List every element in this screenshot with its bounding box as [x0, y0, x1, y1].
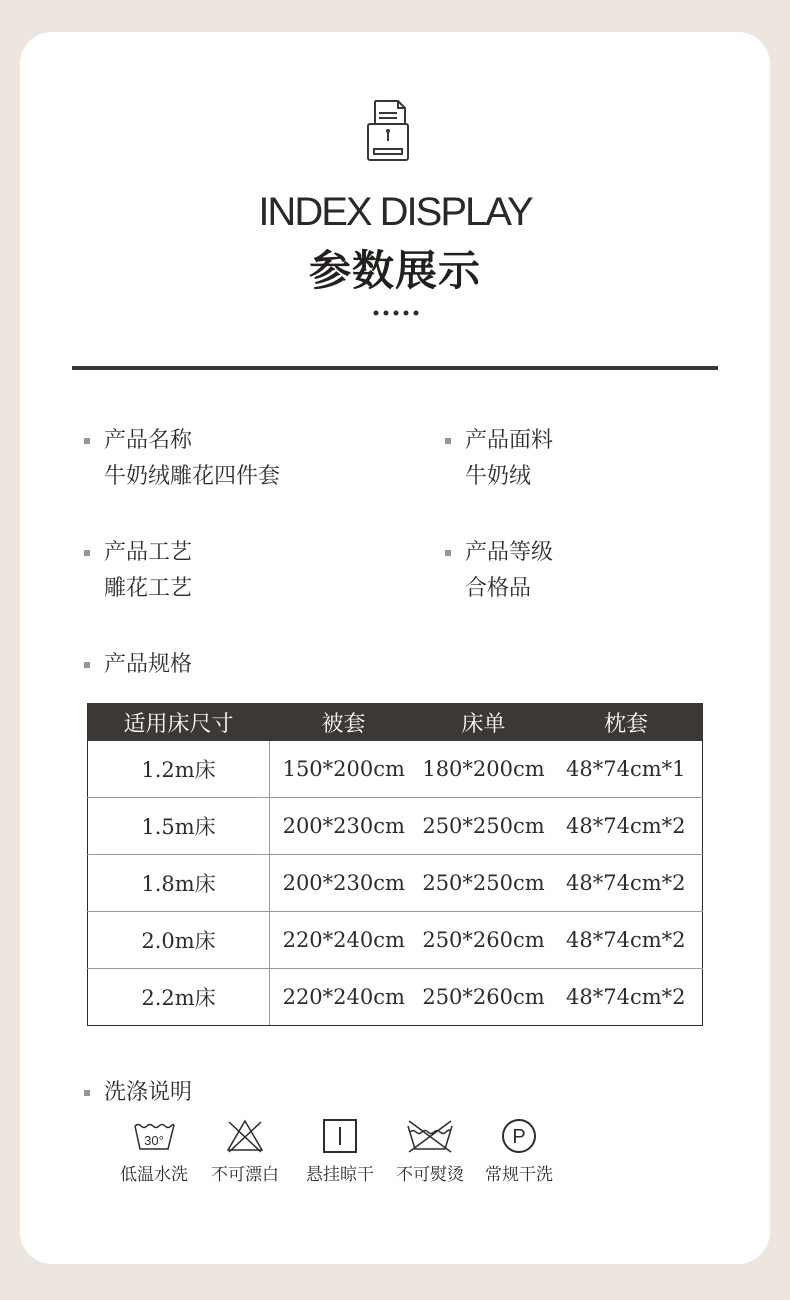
field-washing — [84, 1078, 192, 1108]
cell-pillowcase: 48*74cm*2 — [550, 969, 703, 1026]
field-label: 产品等级 — [445, 538, 553, 568]
cell-duvet-cover: 200*230cm — [270, 855, 418, 912]
cell-bed-size: 1.8m床 — [88, 855, 270, 912]
field-value: 牛奶绒雕花四件套 — [104, 464, 281, 489]
cell-bed-sheet: 250*260cm — [418, 969, 550, 1026]
field-label: 产品名称 — [84, 426, 280, 456]
cell-pillowcase: 48*74cm*2 — [550, 855, 703, 912]
field-label: 产品面料 — [445, 426, 553, 456]
field-product-spec — [84, 650, 192, 680]
cell-bed-size: 2.0m床 — [88, 912, 270, 969]
wash-item-no-iron — [390, 1118, 470, 1185]
cell-bed-sheet: 250*260cm — [418, 912, 550, 969]
header-bed-size: 适用床尺寸 — [88, 704, 270, 741]
field-product-name — [84, 426, 280, 492]
wash-item-hang-dry — [300, 1118, 380, 1185]
cell-duvet-cover: 220*240cm — [270, 912, 418, 969]
wash-caption: 不可漂白 — [211, 1165, 279, 1185]
parameter-card — [20, 32, 770, 1264]
cell-bed-size: 2.2m床 — [88, 969, 270, 1026]
hang-dry-icon — [318, 1118, 362, 1154]
cell-pillowcase: 48*74cm*2 — [550, 798, 703, 855]
cell-pillowcase: 48*74cm*2 — [550, 912, 703, 969]
cell-bed-sheet: 250*250cm — [418, 855, 550, 912]
field-label: 洗涤说明 — [84, 1078, 192, 1108]
wash-caption: 不可熨烫 — [396, 1165, 464, 1185]
cell-pillowcase: 48*74cm*1 — [550, 741, 703, 798]
table-row — [88, 741, 703, 798]
cell-duvet-cover: 200*230cm — [270, 798, 418, 855]
dots-divider — [372, 310, 420, 316]
dry-clean-p-icon — [497, 1118, 541, 1154]
wash-caption: 低温水洗 — [120, 1165, 188, 1185]
section-divider — [72, 366, 718, 370]
field-product-fabric — [445, 426, 553, 492]
header-duvet-cover: 被套 — [270, 704, 418, 741]
spec-table — [87, 703, 703, 1026]
table-row — [88, 798, 703, 855]
cell-bed-size: 1.5m床 — [88, 798, 270, 855]
header-pillowcase: 枕套 — [550, 704, 703, 741]
wash-item-dry-clean — [479, 1118, 559, 1185]
wash-item-low-temp — [114, 1118, 194, 1185]
document-icon — [365, 98, 411, 164]
wash-caption: 悬挂晾干 — [306, 1165, 374, 1185]
field-label: 产品规格 — [84, 650, 192, 680]
table-row — [88, 912, 703, 969]
header-bed-sheet: 床单 — [418, 704, 550, 741]
title-english: INDEX DISPLAY — [258, 190, 532, 234]
no-iron-icon — [404, 1118, 456, 1154]
cell-duvet-cover: 220*240cm — [270, 969, 418, 1026]
table-header-row — [88, 704, 703, 741]
cell-bed-sheet: 180*200cm — [418, 741, 550, 798]
wash-30-icon — [132, 1118, 176, 1154]
field-value: 牛奶绒 — [465, 464, 532, 489]
cell-bed-sheet: 250*250cm — [418, 798, 550, 855]
wash-caption: 常规干洗 — [485, 1165, 553, 1185]
field-label: 产品工艺 — [84, 538, 192, 568]
field-product-craft — [84, 538, 192, 604]
dry-clean-letter: P — [512, 1126, 526, 1148]
field-value: 合格品 — [465, 576, 532, 601]
field-product-grade — [445, 538, 553, 604]
wash-temp-label: 30° — [144, 1133, 164, 1148]
table-row — [88, 969, 703, 1026]
wash-item-no-bleach — [205, 1118, 285, 1185]
cell-duvet-cover: 150*200cm — [270, 741, 418, 798]
cell-bed-size: 1.2m床 — [88, 741, 270, 798]
title-chinese: 参数展示 — [308, 246, 481, 295]
field-value: 雕花工艺 — [104, 576, 193, 601]
table-row — [88, 855, 703, 912]
no-bleach-icon — [223, 1118, 267, 1154]
